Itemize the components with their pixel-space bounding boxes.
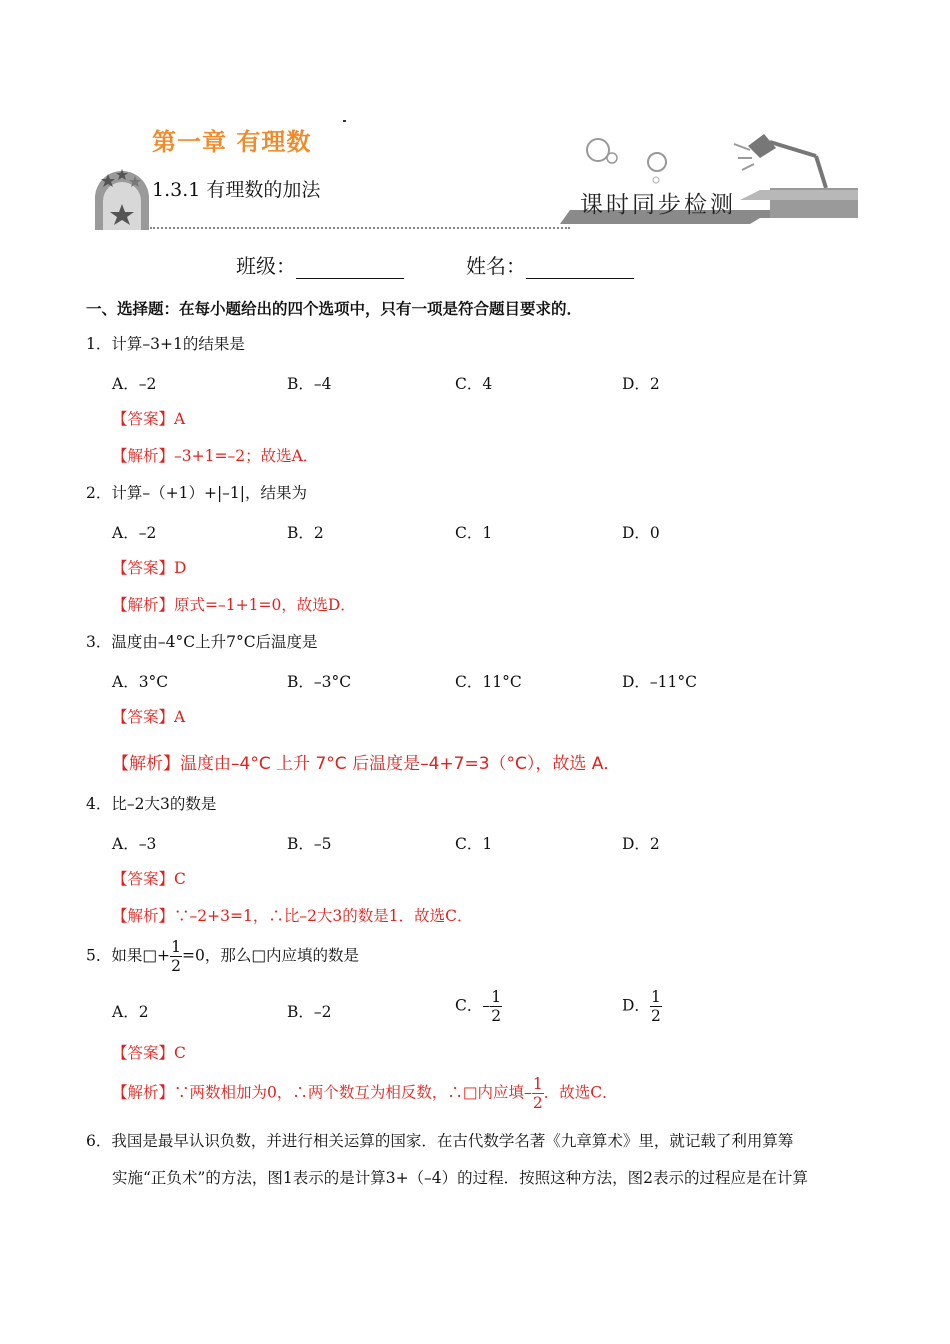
question-6-line-1: 6．我国是最早认识负数，并进行相关运算的国家．在古代数学名著《九章算术》里，就记载了利用算筹 — [86, 1132, 794, 1150]
q3-option-b: B．–3°C — [287, 673, 352, 691]
q1-option-a: A．–2 — [112, 375, 157, 393]
class-label: 班级： — [236, 254, 296, 278]
question-1-stem: 1．计算–3+1的结果是 — [86, 335, 245, 353]
q4-answer: 【答案】C — [112, 870, 186, 888]
section-instructions: 一、选择题：在每小题给出的四个选项中，只有一项是符合题目要求的． — [86, 300, 583, 318]
question-4-stem: 4．比–2大3的数是 — [86, 795, 217, 813]
q5-answer: 【答案】C — [112, 1044, 186, 1062]
dot-mark — [343, 120, 346, 122]
q5-option-b: B．–2 — [287, 1003, 332, 1021]
q1-answer: 【答案】A — [112, 410, 186, 428]
banner-title: 课时同步检测 — [580, 192, 736, 218]
q3-option-d: D．–11°C — [622, 673, 698, 691]
q5-option-a: A．2 — [112, 1003, 149, 1021]
q2-option-c: C．1 — [455, 524, 493, 542]
q1-option-c: C．4 — [455, 375, 493, 393]
question-5-stem: 5．如果□+ $\frac{1}{2}$ =0，那么□内应填的数是 — [86, 938, 359, 975]
q2-option-d: D．0 — [622, 524, 660, 542]
q2-option-b: B．2 — [287, 524, 324, 542]
class-field — [236, 250, 404, 279]
q1-option-b: B．–4 — [287, 375, 332, 393]
q5-option-c: C．– $\frac{1}{2}$ — [455, 988, 502, 1025]
q5-option-d: D． $\frac{1}{2}$ — [622, 988, 661, 1025]
name-field — [466, 250, 634, 279]
q2-option-a: A．–2 — [112, 524, 157, 542]
q4-option-b: B．–5 — [287, 835, 332, 853]
chapter-title: 第一章 有理数 — [152, 128, 312, 156]
q5-analysis: 【解析】∵两数相加为0，∴两个数互为相反数，∴□内应填– $\frac{1}{2}$ ．故选C． — [112, 1075, 618, 1112]
question-6-line-2: 实施“正负术”的方法，图1表示的是计算3+（–4）的过程．按照这种方法，图2表示的过程应是在计算 — [112, 1169, 809, 1187]
q5-fraction: $\frac{1}{2}$ — [171, 938, 181, 975]
name-blank[interactable] — [526, 256, 634, 279]
q1-analysis: 【解析】–3+1=–2；故选A． — [112, 447, 319, 465]
q4-option-c: C．1 — [455, 835, 493, 853]
q1-option-d: D．2 — [622, 375, 660, 393]
question-2-stem: 2．计算–（+1）+|–1|，结果为 — [86, 484, 308, 502]
q4-option-a: A．–3 — [112, 835, 157, 853]
section-title: 1.3.1 有理数的加法 — [152, 179, 321, 201]
q4-analysis: 【解析】∵–2+3=1，∴比–2大3的数是1．故选C． — [112, 907, 473, 925]
name-label: 姓名： — [466, 254, 526, 278]
q2-answer: 【答案】D — [112, 559, 187, 577]
q2-analysis: 【解析】原式=–1+1=0，故选D． — [112, 596, 356, 614]
q3-answer: 【答案】A — [112, 708, 186, 726]
q4-option-d: D．2 — [622, 835, 660, 853]
class-blank[interactable] — [296, 256, 404, 279]
q3-option-c: C．11°C — [455, 673, 522, 691]
dotted-divider — [150, 227, 570, 229]
star-badge-icon — [90, 168, 152, 234]
q3-option-a: A．3°C — [112, 673, 169, 691]
q3-analysis: 【解析】温度由–4°C 上升 7°C 后温度是–4+7=3（°C），故选 A． — [112, 754, 621, 774]
question-3-stem: 3．温度由–4°C上升7°C后温度是 — [86, 633, 318, 651]
